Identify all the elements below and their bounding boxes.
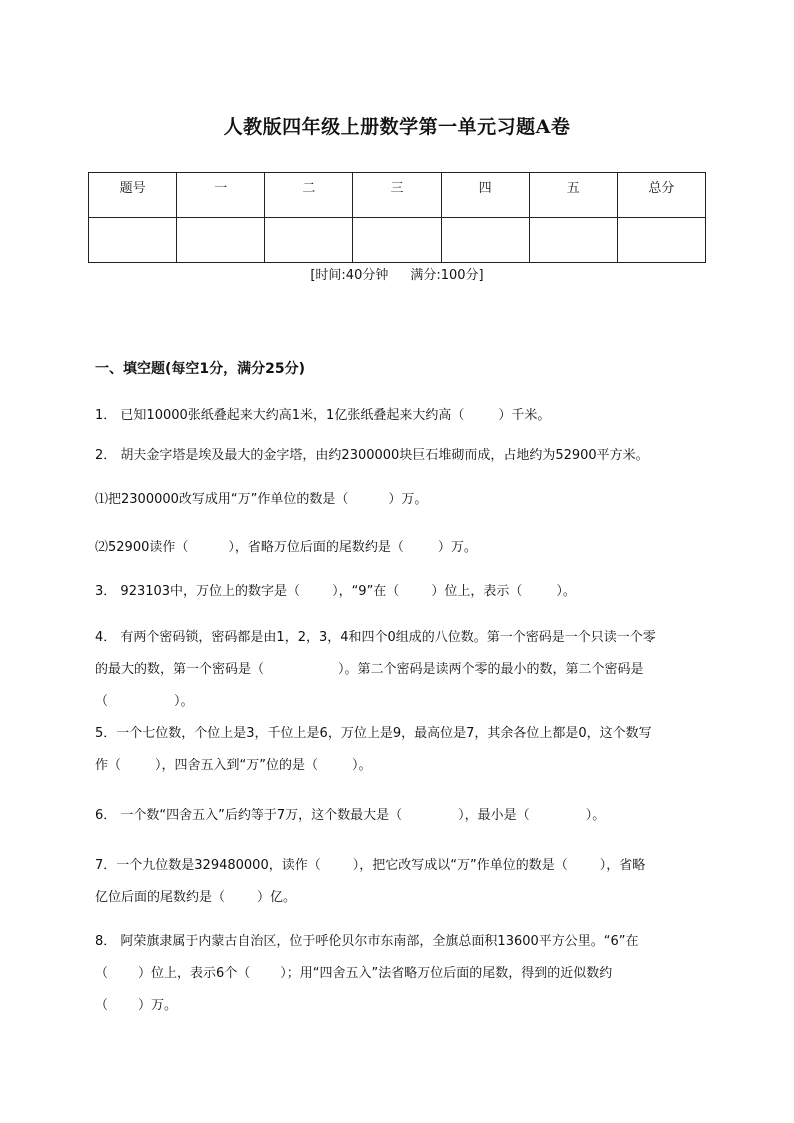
- question-text: ），最小是（: [458, 808, 530, 823]
- score-cell[interactable]: [441, 218, 529, 263]
- question-text: 已知10000张纸叠起来大约高1米，1亿张纸叠起来大约高（: [120, 408, 465, 423]
- question-number: 3．: [95, 584, 117, 599]
- question-text: ）位上，表示6个（: [138, 966, 251, 981]
- question-number: 4．: [95, 630, 117, 645]
- score-table-score-row: [89, 218, 706, 263]
- question-text: 作（: [95, 758, 122, 773]
- header-cell: 总分: [617, 173, 705, 218]
- question-3: [95, 576, 705, 608]
- question-4: [95, 622, 705, 718]
- exam-meta: [0, 264, 794, 283]
- question-text: 亿位后面的尾数约是（: [95, 890, 226, 905]
- question-text: （: [95, 694, 109, 709]
- question-number: 8．: [95, 934, 117, 949]
- question-5: [95, 718, 705, 782]
- header-cell: 三: [353, 173, 441, 218]
- score-cell[interactable]: [529, 218, 617, 263]
- question-number: 6．: [95, 808, 117, 823]
- section-heading: 一、填空题(每空1分，满分25分): [95, 361, 306, 377]
- question-text: ）；用“四舍五入”法省略万位后面的尾数，得到的近似数约: [280, 966, 613, 981]
- question-text: 一个七位数，个位上是3，千位上是6，万位上是9，最高位是7，其余各位上都是0，这个数写: [116, 726, 652, 741]
- question-text: ），省略万位后面的尾数约是（: [228, 540, 404, 555]
- question-text: ）。: [174, 694, 194, 709]
- question-text: ）万。: [437, 540, 477, 555]
- question-8: [95, 926, 705, 1022]
- score-cell[interactable]: [617, 218, 705, 263]
- question-text: ）。: [585, 808, 606, 823]
- page-title: 人教版四年级上册数学第一单元习题A卷: [223, 116, 571, 138]
- question-text: ）亿。: [257, 890, 297, 905]
- full-score: 满分:100分]: [410, 268, 484, 283]
- question-7: [95, 850, 705, 914]
- question-text: ）万。: [388, 492, 428, 507]
- question-number: 1．: [95, 408, 117, 423]
- score-table-header-row: [89, 173, 706, 218]
- question-text: ⑴把2300000改写成用“万”作单位的数是（: [95, 492, 349, 507]
- question-text: 923103中，万位上的数字是（: [120, 584, 301, 599]
- question-text: ），把它改写成以“万”作单位的数是（: [352, 858, 568, 873]
- question-text: （: [95, 998, 109, 1013]
- question-text: （: [95, 966, 109, 981]
- question-2-part-2: [95, 532, 705, 564]
- question-number: 2．: [95, 448, 117, 463]
- question-text: ）万。: [138, 998, 178, 1013]
- header-cell: 题号: [89, 173, 177, 218]
- question-text: 阿荣旗隶属于内蒙古自治区，位于呼伦贝尔市东南部，全旗总面积13600平方公里。“6”在: [120, 934, 639, 949]
- question-text: ），四舍五入到“万”位的是（: [155, 758, 318, 773]
- header-cell: 四: [441, 173, 529, 218]
- question-text: 一个数“四舍五入”后约等于7万，这个数最大是（: [120, 808, 403, 823]
- question-text: ⑵52900读作（: [95, 540, 189, 555]
- score-cell[interactable]: [89, 218, 177, 263]
- question-text: ），省略: [599, 858, 646, 873]
- header-cell: 二: [265, 173, 353, 218]
- question-2: [95, 440, 705, 472]
- time-limit: [时间:40分钟: [310, 268, 389, 283]
- question-text: ）。: [556, 584, 576, 599]
- score-cell[interactable]: [353, 218, 441, 263]
- header-cell: 五: [529, 173, 617, 218]
- question-text: ）位上，表示（: [431, 584, 523, 599]
- question-number: 7．: [95, 858, 117, 873]
- question-6: [95, 800, 705, 832]
- score-cell[interactable]: [265, 218, 353, 263]
- question-text: 的最大的数，第一个密码是（: [95, 662, 265, 677]
- question-text: ）千米。: [498, 408, 551, 423]
- question-1: [95, 400, 705, 432]
- question-text: ）。: [352, 758, 372, 773]
- score-table: [88, 172, 706, 263]
- question-number: 5．: [95, 726, 117, 741]
- question-text: ）。第二个密码是读两个零的最小的数，第二个密码是: [338, 662, 644, 677]
- question-2-part-1: [95, 484, 705, 516]
- score-cell[interactable]: [177, 218, 265, 263]
- header-cell: 一: [177, 173, 265, 218]
- question-text: 有两个密码锁，密码都是由1，2，3，4和四个0组成的八位数。第一个密码是一个只读一个零: [120, 630, 656, 645]
- question-text: 一个九位数是329480000，读作（: [116, 858, 321, 873]
- question-text: ），“9”在（: [332, 584, 400, 599]
- question-text: 胡夫金字塔是埃及最大的金字塔，由约2300000块巨石堆砌而成，占地约为52900平方米。: [120, 448, 649, 463]
